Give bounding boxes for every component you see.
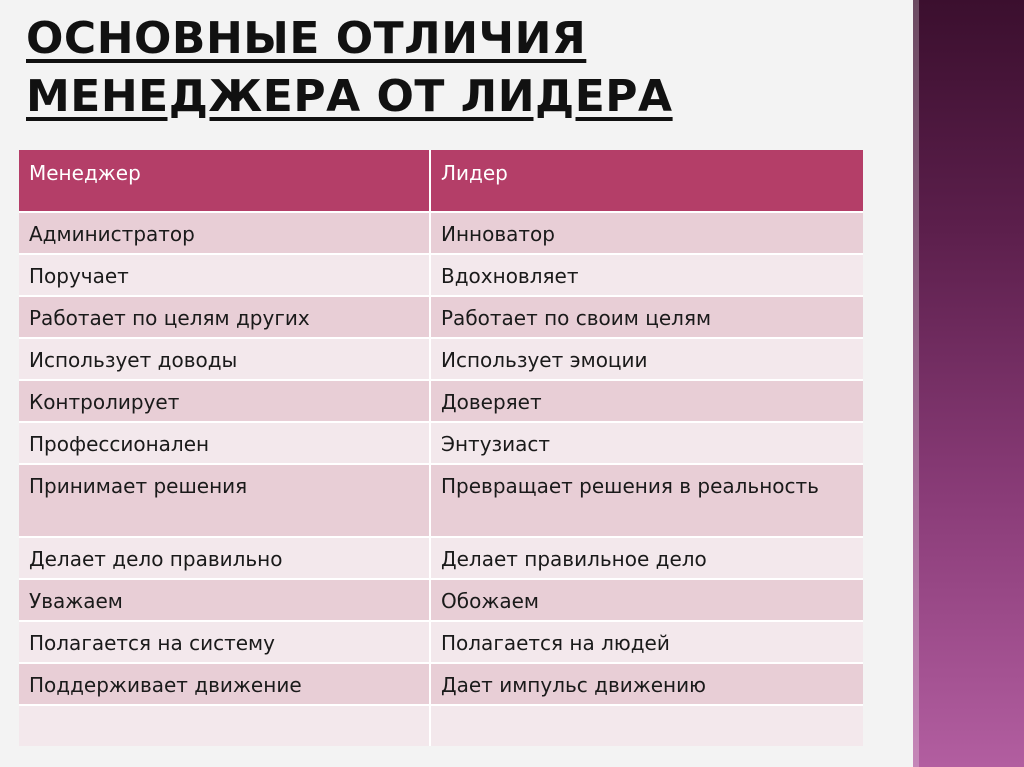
table-row: [19, 380, 863, 422]
slide-title: [26, 10, 673, 126]
cell-leader: [430, 705, 863, 746]
table-row: [19, 464, 863, 537]
table-row: [19, 663, 863, 705]
title-line-1: ОСНОВНЫЕ ОТЛИЧИЯ: [26, 13, 587, 64]
table-row: [19, 621, 863, 663]
cell-manager: Принимает решения: [19, 464, 430, 537]
cell-manager: Поручает: [19, 254, 430, 296]
cell-manager: Полагается на систему: [19, 621, 430, 663]
table-row: [19, 422, 863, 464]
cell-manager: Профессионален: [19, 422, 430, 464]
table-row: [19, 212, 863, 254]
cell-manager: Администратор: [19, 212, 430, 254]
decorative-side-panel: [913, 0, 1024, 767]
table-row: [19, 254, 863, 296]
cell-manager: Делает дело правильно: [19, 537, 430, 579]
cell-manager: Уважаем: [19, 579, 430, 621]
table-row: [19, 296, 863, 338]
cell-manager: Использует доводы: [19, 338, 430, 380]
cell-manager: Работает по целям других: [19, 296, 430, 338]
table-header-row: [19, 150, 863, 212]
table-row: [19, 579, 863, 621]
cell-leader: Инноватор: [430, 212, 863, 254]
cell-manager: Контролирует: [19, 380, 430, 422]
cell-leader: Доверяет: [430, 380, 863, 422]
table-row: [19, 338, 863, 380]
cell-leader: Обожаем: [430, 579, 863, 621]
cell-manager: [19, 705, 430, 746]
title-line-2: МЕНЕДЖЕРА ОТ ЛИДЕРА: [26, 71, 673, 122]
cell-leader: Энтузиаст: [430, 422, 863, 464]
cell-leader: Использует эмоции: [430, 338, 863, 380]
table-row: [19, 705, 863, 746]
cell-leader: Делает правильное дело: [430, 537, 863, 579]
header-leader: Лидер: [430, 150, 863, 212]
comparison-table: [19, 150, 863, 746]
cell-leader: Дает импульс движению: [430, 663, 863, 705]
cell-leader: Вдохновляет: [430, 254, 863, 296]
header-manager: Менеджер: [19, 150, 430, 212]
cell-leader: Полагается на людей: [430, 621, 863, 663]
table-row: [19, 537, 863, 579]
cell-leader: Работает по своим целям: [430, 296, 863, 338]
cell-manager: Поддерживает движение: [19, 663, 430, 705]
cell-leader: Превращает решения в реальность: [430, 464, 863, 537]
